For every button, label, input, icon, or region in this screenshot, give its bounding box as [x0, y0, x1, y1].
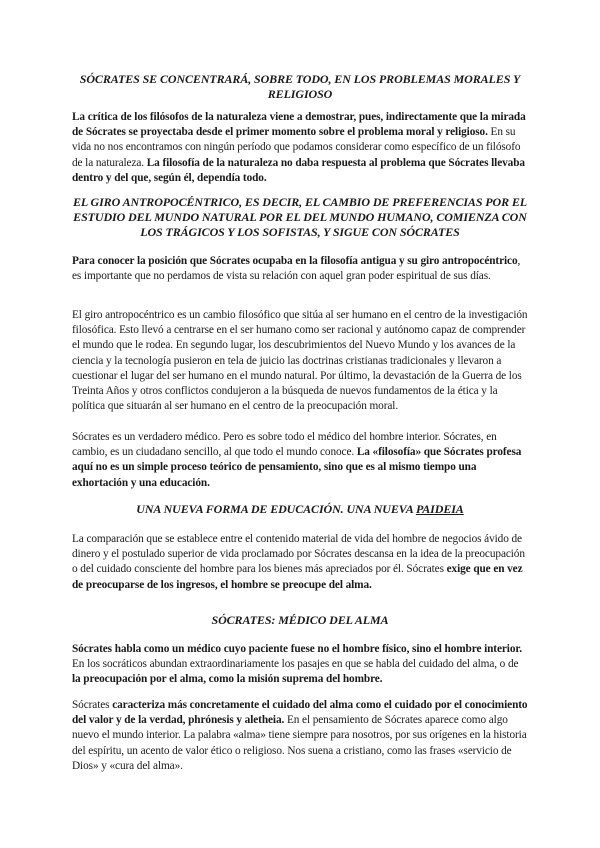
section-heading-2: EL GIRO ANTROPOCÉNTRICO, ES DECIR, EL CAMBIO DE PREFERENCIAS POR EL ESTUDIO DEL MUNDO NATURAL POR EL DEL MUNDO HUMANO, COMIENZA CON LOS TRÁGICOS Y LOS SOFISTAS, Y SIGUE CON SÓCRATES [72, 195, 528, 239]
paragraph-4 [72, 430, 528, 491]
bold-text: La «filosofía» que Sócrates profesa aquí no es un simple proceso teórico de pensamiento, sino que es al mismo tiempo una exhortación y una educación. [72, 446, 522, 489]
text: La comparación que se establece entre el contenido material de vida del hombre de negocios ávido de dinero y el postulado superior de vida proclamado por Sócrates descansa en la idea de la preocupación o del cuidado consciente del hombre para los bienes más apreciados por él. Sócrates [72, 533, 525, 576]
text: En el pensamiento de Sócrates aparece como algo nuevo el mundo interior. La palabra «alma» tiene siempre para nosotros, por sus orígenes en la historia del espíritu, un acento de valor ético o religioso. Nos suena a cristiano, como las frases «servicio de Dios» y «cura del alma». [72, 714, 527, 772]
section-heading-3 [72, 502, 528, 517]
text: En su vida no nos encontramos con ningún período que podamos considerar como específico de un filósofo de la naturaleza. [72, 126, 521, 169]
text: En los socráticos abundan extraordinariamente los pasajes en que se habla del cuidado del alma, o de [72, 658, 519, 671]
paragraph-7 [72, 698, 528, 774]
bold-text: caracteriza más concretamente el cuidado del alma como el cuidado por el conocimiento del valor y de la verdad, phrónesis y aletheia. [72, 699, 528, 727]
bold-text: Sócrates habla como un médico cuyo paciente fuese no el hombre físico, sino el hombre interior. [72, 643, 522, 655]
bold-text: la preocupación por el alma, como la misión suprema del hombre. [72, 673, 383, 686]
paragraph-5 [72, 532, 528, 593]
heading-text: UNA NUEVA FORMA DE EDUCACIÓN. UNA NUEVA [136, 502, 416, 516]
paragraph-3: El giro antropocéntrico es un cambio filosófico que sitúa al ser humano en el centro de la investigación filosófica. Esto llevó a centrarse en el ser humano como ser racional y autónomo capaz de comprender el mundo que le rodea. En segundo lugar, los descubrimientos del Nuevo Mundo y los avances de la ciencia y la tecnología pusieron en tela de juicio las doctrinas cristianas tradicionales y llevaron a cuestionar el lugar del ser humano en el mundo natural. Por último, la devastación de la Guerra de los Treinta Años y otros conflictos condujeron a la búsqueda de nuevos fundamentos de la ética y la política que situarán al ser humano en el centro de la preocupación moral. [72, 309, 528, 413]
section-heading-4: SÓCRATES: MÉDICO DEL ALMA [211, 613, 389, 627]
bold-text: exige que en vez de preocuparse de los ingresos, el hombre se preocupe del alma. [72, 563, 523, 591]
text: Sócrates [72, 699, 113, 711]
paragraph-2 [72, 254, 528, 284]
bold-text: Para conocer la posición que Sócrates ocupaba en la filosofía antigua y su giro antropocéntrico [72, 255, 518, 267]
bold-text: La filosofía de la naturaleza no daba respuesta al problema que Sócrates llevaba dentro y del que, según él, dependía todo. [72, 156, 525, 184]
text: Sócrates es un verdadero médico. Pero es sobre todo el médico del hombre interior. Sócrates, en cambio, es un ciudadano sencillo, al que todo el mundo conoce. [72, 431, 497, 459]
paragraph-6 [72, 642, 528, 688]
bold-text: La crítica de los filósofos de la naturaleza viene a demostrar, pues, indirectamente que la mirada de Sócrates se proyectaba desde el primer momento sobre el problema moral y religioso. [72, 111, 526, 139]
paragraph-1 [72, 110, 528, 186]
underlined-term: PAIDEIA [415, 502, 464, 516]
text: , es importante que no perdamos de vista su relación con aquel gran poder espiritual de sus días. [72, 255, 521, 283]
section-heading-1: SÓCRATES SE CONCENTRARÁ, SOBRE TODO, EN LOS PROBLEMAS MORALES Y RELIGIOSO [79, 72, 521, 101]
